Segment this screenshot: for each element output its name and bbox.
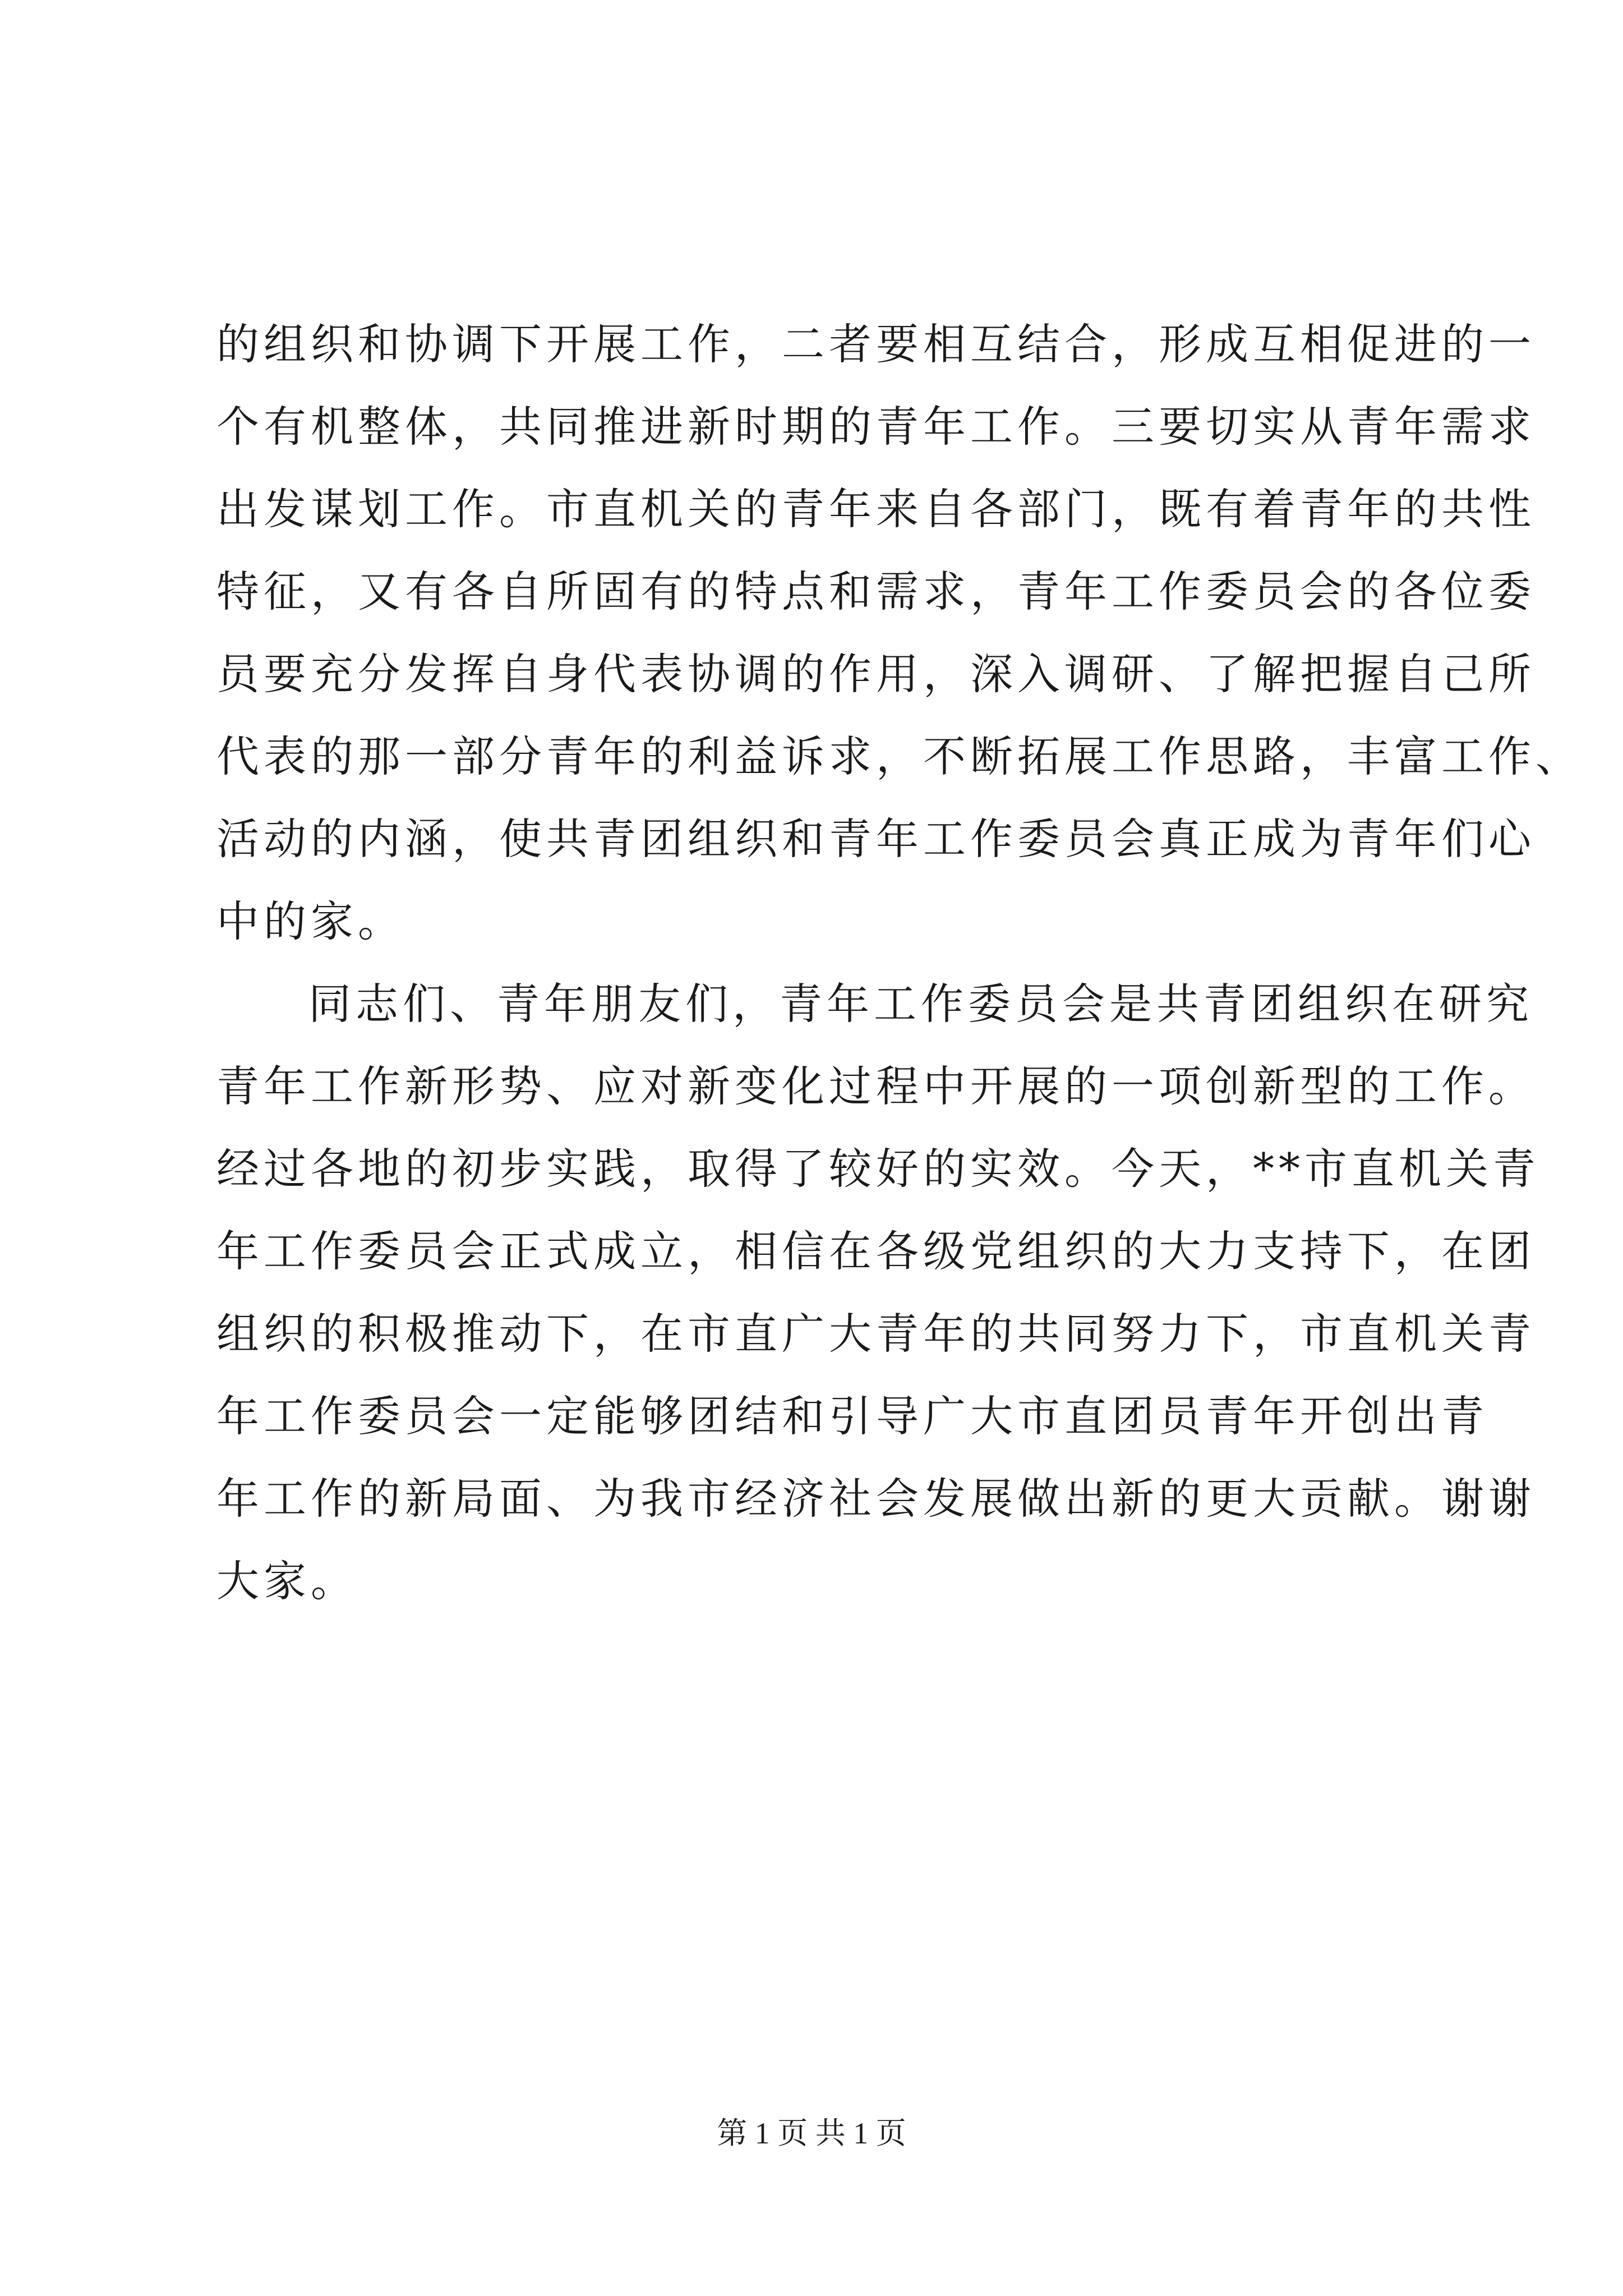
page-footer	[0, 2114, 1623, 2153]
text-line: 出发谋划工作。市直机关的青年来自各部门，既有着青年的共性	[216, 484, 1536, 534]
text-line: 员要充分发挥自身代表协调的作用，深入调研、了解把握自己所	[216, 649, 1536, 699]
text-line: 年工作委员会一定能够团结和引导广大市直团员青年开创出青	[216, 1391, 1488, 1441]
text-line: 特征，又有各自所固有的特点和需求，青年工作委员会的各位委	[216, 567, 1536, 616]
text-line: 组织的积极推动下，在市直广大青年的共同努力下，市直机关青	[216, 1309, 1536, 1359]
text-line: 青年工作新形势、应对新变化过程中开展的一项创新型的工作。	[216, 1061, 1536, 1111]
text-line: 经过各地的初步实践，取得了较好的实效。今天，**市直机关青	[216, 1144, 1540, 1194]
text-line: 大家。	[216, 1556, 358, 1606]
text-line: 的组织和协调下开展工作，二者要相互结合，形成互相促进的一	[216, 319, 1536, 369]
text-line: 年工作委员会正式成立，相信在各级党组织的大力支持下，在团	[216, 1226, 1536, 1276]
paragraph-first-line: 同志们、青年朋友们，青年工作委员会是共青团组织在研究	[308, 979, 1533, 1029]
page-number: 第 1 页 共 1 页	[717, 2116, 906, 2150]
document-body	[216, 303, 1583, 1622]
text-line: 年工作的新局面、为我市经济社会发展做出新的更大贡献。谢谢	[216, 1474, 1536, 1524]
text-line: 活动的内涵，使共青团组织和青年工作委员会真正成为青年们心	[216, 814, 1536, 864]
text-line: 个有机整体，共同推进新时期的青年工作。三要切实从青年需求	[216, 402, 1536, 452]
text-line: 中的家。	[216, 896, 405, 946]
text-line: 代表的那一部分青年的利益诉求，不断拓展工作思路，丰富工作、	[216, 731, 1583, 781]
